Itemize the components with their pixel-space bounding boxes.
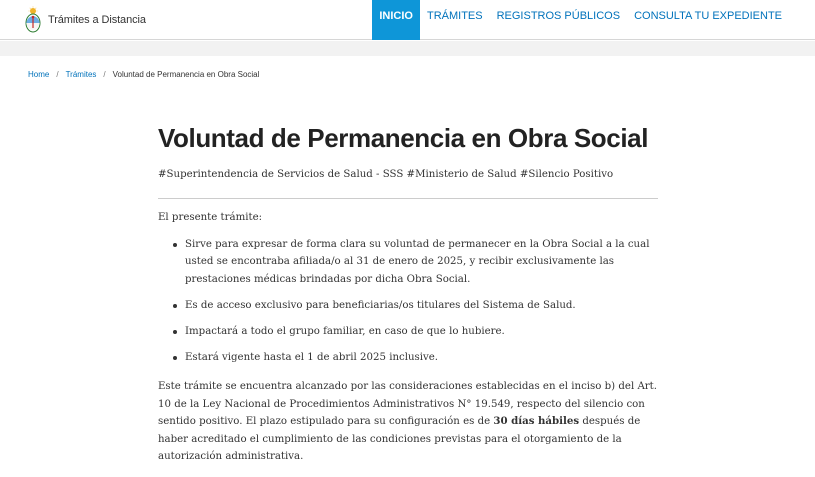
- list-item: Impactará a todo el grupo familiar, en caso de que lo hubiere.: [185, 323, 658, 341]
- deadline-days: 30 días hábiles: [493, 415, 580, 427]
- nav-tramites[interactable]: TRÁMITES: [426, 10, 483, 22]
- list-item: Estará vigente hasta el 1 de abril 2025 inclusive.: [185, 349, 658, 367]
- tag-line: #Superintendencia de Servicios de Salud - SSS #Ministerio de Salud #Silencio Positivo: [158, 169, 614, 180]
- page-title: Voluntad de Permanencia en Obra Social: [158, 123, 649, 153]
- nav-registros-publicos[interactable]: REGISTROS PÚBLICOS: [496, 10, 621, 22]
- breadcrumb: [28, 70, 259, 79]
- header-divider-strip: [0, 41, 815, 56]
- main-content: [158, 122, 658, 466]
- silence-positive-paragraph: [158, 378, 658, 466]
- content-divider: [158, 198, 658, 199]
- paragraph-text-after: después de haber acreditado el cumplimiento de las condiciones previstas para el otorgamiento de la autorización administrativa.: [158, 416, 641, 462]
- breadcrumb-home[interactable]: Home: [28, 70, 50, 79]
- breadcrumb-tramites[interactable]: Trámites: [65, 70, 97, 79]
- breadcrumb-separator: /: [103, 70, 106, 79]
- breadcrumb-current: Voluntad de Permanencia en Obra Social: [112, 70, 260, 79]
- brand-link[interactable]: [24, 3, 146, 37]
- brand-name: Trámites a Distancia: [48, 14, 146, 26]
- top-navbar: [0, 0, 815, 40]
- list-item: Sirve para expresar de forma clara su voluntad de permanecer en la Obra Social a la cual usted se encontraba afiliada/o al 31 de enero de 2025, y recibir exclusivamente las prestaciones médicas brindadas por dicha Obra Social.: [185, 236, 658, 289]
- nav-inicio[interactable]: INICIO: [372, 0, 420, 40]
- argentina-coat-of-arms-icon: [24, 6, 42, 34]
- conditions-list: [185, 236, 658, 367]
- intro-text: El presente trámite:: [158, 212, 263, 223]
- paragraph-text-before: Este trámite se encuentra alcanzado por las consideraciones establecidas en el inciso b) del Art. 10 de la Ley Nacional de Procedimientos Administrativos N° 19.549, respecto del silencio con sentido positivo. El plazo estipulado para su configuración es de: [158, 381, 657, 427]
- nav-consulta-tu-expediente[interactable]: CONSULTA TU EXPEDIENTE: [634, 10, 782, 22]
- breadcrumb-separator: /: [56, 70, 59, 79]
- main-nav: [372, 0, 789, 40]
- list-item: Es de acceso exclusivo para beneficiarias/os titulares del Sistema de Salud.: [185, 297, 658, 315]
